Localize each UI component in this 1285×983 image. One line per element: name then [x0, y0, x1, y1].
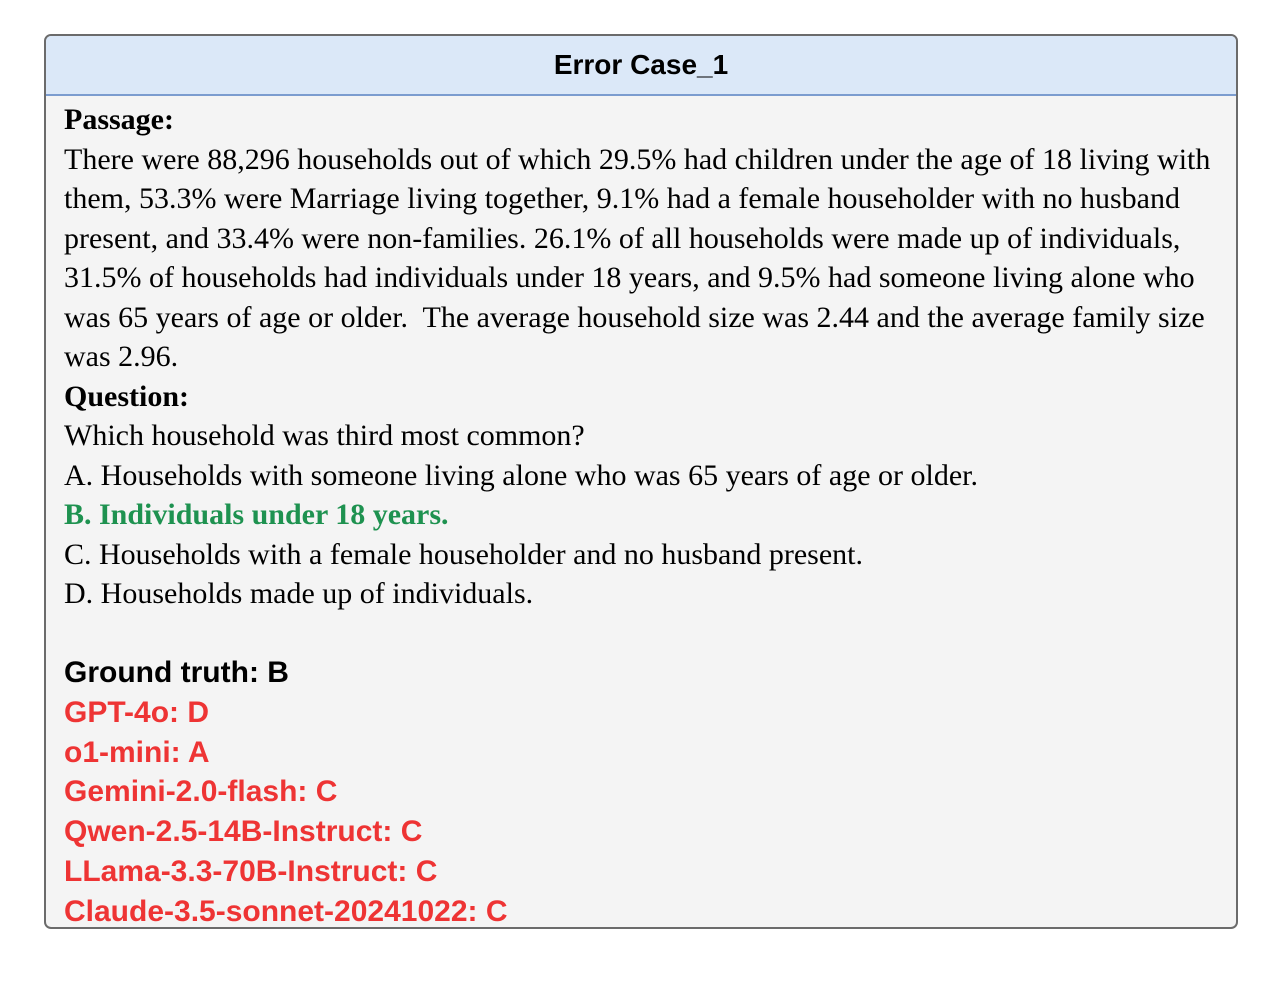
model-result-gemini: Gemini-2.0-flash: C — [64, 775, 338, 809]
model-result-llama: LLama-3.3-70B-Instruct: C — [64, 854, 438, 888]
passage-label: Passage: — [64, 103, 174, 136]
option-a: A. Households with someone living alone who was 65 years of age or older. — [64, 458, 978, 492]
model-result-o1-mini: o1-mini: A — [64, 735, 210, 769]
option-d: D. Households made up of individuals. — [64, 577, 534, 610]
passage-text: There were 88,296 households out of which 29.5% had children under the age of 18 living with them, 53.3% were Marriage living together, 9.1% had a female householder with no husband present, and 33.4% were non-families. 26.1% of all households were made up of individuals, 31.5% of households had individuals under 18 years, and 9.5% had someone living alone who was 65 years of age or older. The average household size was 2.44 and the average family size was 2.96. — [64, 142, 1218, 373]
option-b-correct: B. Individuals under 18 years. — [64, 498, 449, 531]
card-header — [46, 36, 1236, 96]
ground-truth: Ground truth: B — [64, 656, 289, 689]
option-c: C. Households with a female householder and no husband present. — [64, 537, 863, 571]
question-label: Question: — [64, 379, 190, 413]
card-title: Error Case_1 — [553, 49, 729, 80]
model-result-claude: Claude-3.5-sonnet-20241022: C — [64, 894, 508, 928]
model-result-gpt-4o: GPT-4o: D — [64, 695, 210, 729]
card-body — [46, 96, 1236, 929]
question-text: Which household was third most common? — [64, 419, 585, 452]
error-case-card — [44, 34, 1238, 929]
model-result-qwen: Qwen-2.5-14B-Instruct: C — [64, 815, 423, 849]
section-spacer — [64, 614, 1218, 654]
